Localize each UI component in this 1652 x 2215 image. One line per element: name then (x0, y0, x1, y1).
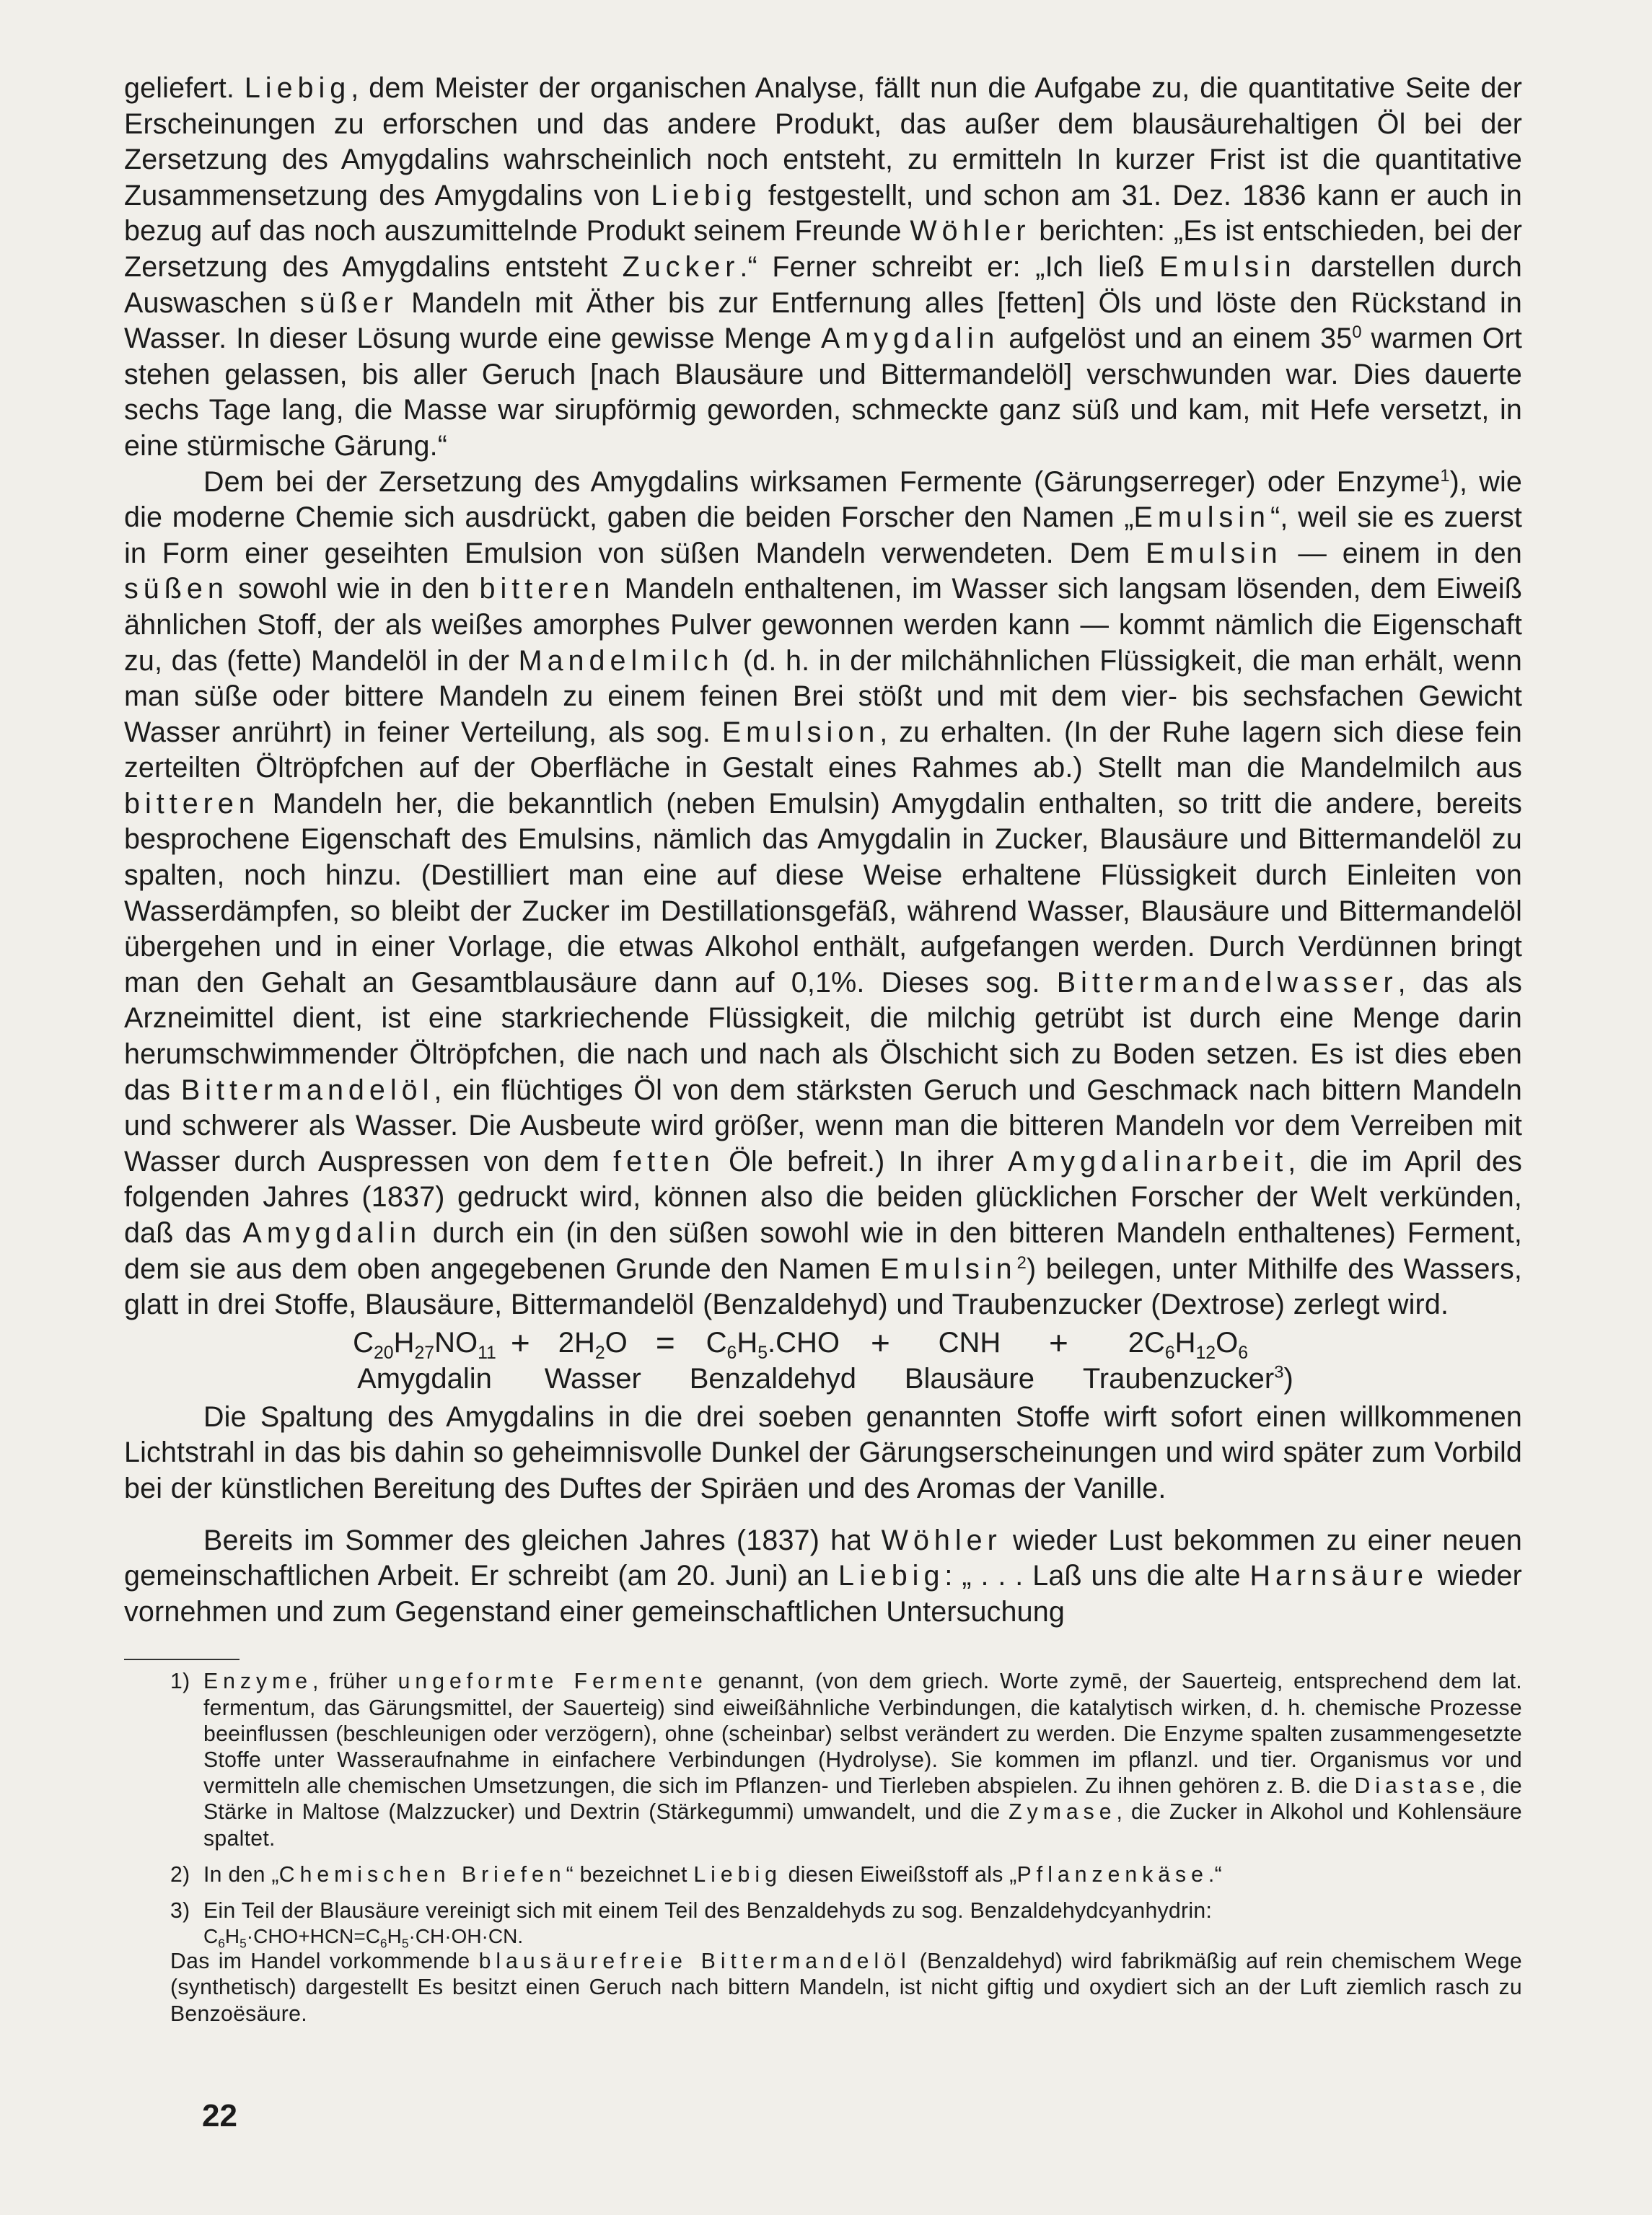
text-run: wieder Lust bekommen zu einer neuen gemeinschaftlichen Arbeit. Er schreibt (am 20. Juni) an (124, 1524, 1522, 1592)
subscript: 12 (1195, 1343, 1216, 1363)
formula-traubenzucker (1083, 1325, 1293, 1361)
formula-wasser (545, 1325, 641, 1361)
footnote-3 (124, 1898, 1522, 1924)
text-run: H (387, 1925, 402, 1948)
text-run: ·CHO+HCN=C (246, 1925, 380, 1948)
subscript: 5 (240, 1936, 247, 1951)
text-run: .“ Ferner schreibt er: „Ich ließ (739, 250, 1160, 283)
emphasized-text: Chemischen Briefen (278, 1862, 566, 1887)
text-run: Dem bei der Zersetzung des Amygdalins wirksamen Fermente (Gärungserreger) oder Enzyme (203, 465, 1441, 498)
footnote-divider (124, 1659, 240, 1660)
formula-amygdalin (353, 1325, 496, 1361)
text-run: C (353, 1326, 374, 1359)
subscript: 6 (726, 1343, 737, 1363)
emphasized-text: blausäurefreie Bittermandelöl (478, 1949, 911, 1974)
text-run: ) (1283, 1362, 1293, 1395)
emphasized-text: Amygdalin (820, 323, 1000, 355)
label-blausaeure: Blausäure (904, 1362, 1034, 1395)
footnote-3-marker: 3) (170, 1898, 190, 1923)
text-run: Mandeln enthaltenen, im Wasser sich langsam lösenden, dem Eiweiß ähnlichen Stoff, der als weißes amorphes Pulver gewonnen werden kann — kommt nämlich die Eigenschaft zu, das (fette) Mandelöl in der (124, 573, 1522, 677)
formula-benzaldehyd (690, 1325, 856, 1361)
text-run: CNH (938, 1326, 1001, 1359)
text-run: .“ (1208, 1862, 1222, 1887)
text-run: H (224, 1925, 240, 1948)
emphasized-text: Bittermandelöl (180, 1074, 434, 1106)
book-page (124, 71, 1522, 2027)
footnote-3-text (203, 1899, 1212, 1923)
text-run: ) beilegen, unter Mithilfe des Wassers, glatt in drei Stoffe, Blausäure, Bittermandelöl (Benzaldehyd) und Traubenzucker (Dextrose) zerlegt wird. (124, 1253, 1522, 1321)
label-traubenzucker (1083, 1361, 1293, 1397)
text-run: “ bezeichnet (566, 1862, 694, 1887)
footnote-3-formula (124, 1924, 1522, 1949)
subscript: 2 (594, 1343, 605, 1363)
text-run: wieder vornehmen und zum Gegenstand einer gemeinschaftlichen Untersuchung (124, 1560, 1522, 1628)
text-run: Traubenzucker (1082, 1362, 1275, 1395)
label-wasser: Wasser (544, 1362, 641, 1395)
text-run: O (605, 1326, 628, 1359)
equals-sign: = (655, 1323, 675, 1361)
emphasized-text: Zymase (1009, 1800, 1117, 1825)
text-run: , das als Arzneimittel dient, ist eine starkriechende Flüssigkeit, die milchig getrübt ist durch eine Menge darin herumschwimmender Öltröpfchen, die nach und nach als Ölschicht sich zu Boden setzen. Es ist dies eben das (124, 966, 1523, 1106)
text-run: .CHO (768, 1326, 840, 1359)
emphasized-text: Emulsion (721, 716, 880, 748)
footnote-1-marker: 1) (170, 1670, 190, 1694)
text-run: aufgelöst und an einem 35 (999, 323, 1353, 355)
emphasized-text: Amygdalin (242, 1217, 421, 1249)
text-run: In den „ (203, 1862, 279, 1887)
plus-sign: + (510, 1323, 530, 1361)
text-run: , früher (312, 1670, 398, 1694)
text-run: , dem Meister der organischen Analyse, fällt nun die Aufgabe zu, die quantitative Seite der Erscheinungen zu erforschen und das andere Produkt, das außer dem blausäurehaltigen Öl bei der Zersetzung des Amygdalins wahrscheinlich noch entsteht, zu ermitteln In kurzer Frist ist die quantitative Zusammensetzung des Amygdalins von (124, 72, 1523, 211)
footnote-2 (124, 1862, 1522, 1888)
text-run: ·CH·OH·CN. (408, 1925, 524, 1948)
emphasized-text: fetten (613, 1145, 715, 1177)
emphasized-text: Emulsin (880, 1253, 1017, 1285)
text-run: genannt, (von dem griech. Worte zymē, der Sauerteig, entsprechend dem lat. fermentum, das Gärungsmittel, der Sauerteig) sind eiweißähnliche Verbindungen, die katalytisch wirken, d. h. chemische Prozesse beeinflussen (beschleunigen oder verzögern), ohne (scheinbar) selbst verändert zu werden. Die Enzyme spalten zusammengesetzte Stoffe unter Wasseraufnahme in einfachere Verbindungen (Hydrolyse). Sie kommen im pflanzl. und tier. Organismus vor und vermitteln alle chemischen Umsetzungen, die sich im Pflanzen- und Tierleben abspielen. Zu ihnen gehören z. B. die (203, 1670, 1522, 1799)
emphasized-text: Harnsäure (1249, 1560, 1428, 1592)
subscript: 20 (374, 1343, 394, 1363)
footnote-2-text (203, 1863, 1222, 1887)
subscript: 27 (414, 1343, 435, 1363)
emphasized-text: Zucker (622, 250, 740, 283)
paragraph-3 (124, 1400, 1522, 1507)
text-run: Mandeln mit Äther bis zur Entfernung alles [fetten] Öls und löste den Rückstand in Wasser. In dieser Lösung wurde eine gewisse Menge (124, 286, 1522, 355)
emphasized-text: Bittermandelwasser (1056, 966, 1398, 999)
emphasized-text: ungeformte Fermente (397, 1670, 708, 1694)
text-run: “, weil sie es zuerst in Form einer geseihten Emulsion von süßen Mandeln verwendeten. Dem (124, 501, 1522, 569)
emphasized-text: Liebig (838, 1560, 945, 1592)
text-run: O (1216, 1326, 1239, 1359)
text-run: Bereits im Sommer des gleichen Jahres (1837) hat (203, 1524, 882, 1556)
footnote-marker: 1 (1440, 466, 1450, 486)
text-run: diesen Eiweißstoff als „ (781, 1862, 1017, 1887)
text-run: 2C (1128, 1326, 1165, 1359)
text-run: berichten: „Es ist entschieden, bei der Zersetzung des Amygdalins entsteht (124, 215, 1523, 283)
plus-sign: + (870, 1323, 890, 1361)
text-run: H (1174, 1326, 1196, 1359)
formula-blausaeure (905, 1325, 1034, 1361)
text-run: Ein Teil der Blausäure vereinigt sich mit einem Teil des Benzaldehyds zu sog. Benzaldehydcyanhydrin: (203, 1898, 1213, 1923)
footnote-marker: 3 (1274, 1362, 1284, 1382)
emphasized-text: Emulsin (1146, 537, 1283, 569)
footnote-2-marker: 2) (170, 1862, 190, 1887)
emphasized-text: bitteren (479, 573, 615, 605)
text-run: Mandeln her, die bekanntlich (neben Emulsin) Amygdalin enthalten, so tritt die andere, bereits besprochene Eigenschaft des Emulsins, nämlich das Amygdalin in Zucker, Blausäure und Bittermandelöl zu spalten, noch hinzu. (Destilliert man eine auf diese Weise erhaltene Flüssigkeit durch Einleiten von Wasserdämpfen, so bleibt der Zucker im Destillationsgefäß, während Wasser, Blausäure und Bittermandelöl übergehen und in einer Vorlage, die etwas Alkohol enthält, aufgefangen werden. Durch Verdünnen bringt man den Gehalt an Gesamtblausäure dann auf 0,1%. Dieses sog. (124, 787, 1522, 999)
emphasized-text: Emulsin (1159, 250, 1296, 283)
text-run: NO (434, 1326, 478, 1359)
label-amygdalin: Amygdalin (357, 1362, 492, 1395)
text-run: , ein flüchtiges Öl von dem stärksten Geruch und Geschmack nach bittern Mandeln und schwerer als Wasser. Die Ausbeute wird größer, wenn man die bitteren Mandeln vor dem Verreiben mit Wasser durch Auspressen von dem (124, 1074, 1522, 1177)
paragraph-1 (124, 71, 1522, 465)
emphasized-text: Enzyme (203, 1670, 313, 1694)
text-run: warmen Ort stehen gelassen, bis aller Geruch [nach Blausäure und Bittermandelöl] verschwunden war. Dies dauerte sechs Tage lang, die Masse war sirupförmig geworden, schmeckte ganz süß und kam, mit Hefe versetzt, in eine stürmische Gärung.“ (124, 323, 1522, 462)
text-run: sowohl wie in den (228, 573, 480, 605)
emphasized-text: Amygdalinarbeit (1008, 1145, 1288, 1177)
text-run: Öle befreit.) In ihrer (714, 1145, 1009, 1177)
amygdalin-equation (124, 1325, 1522, 1397)
text-run: festgestellt, und schon am 31. Dez. 1836 kann er auch in bezug auf das noch auszumittelnde Produkt seinem Freunde (124, 179, 1522, 247)
subscript: 6 (1164, 1343, 1175, 1363)
emphasized-text: Mandelmilch (518, 644, 734, 677)
text-run: H (737, 1326, 758, 1359)
subscript: 5 (401, 1936, 409, 1951)
emphasized-text: Pflanzenkäse (1016, 1862, 1208, 1887)
subscript: 6 (1238, 1343, 1249, 1363)
text-run: durch ein (in den süßen sowohl wie in den bitteren Mandeln enthaltenes) Ferment, dem sie aus dem oben angegebenen Grunde den Namen (124, 1217, 1522, 1285)
footnote-marker: 0 (1352, 323, 1362, 342)
text-run: , die im April des folgenden Jahres (1837) gedruckt wird, können also die beiden glücklichen Forscher der Welt verkünden, daß das (124, 1145, 1522, 1249)
footnote-marker: 2 (1016, 1253, 1027, 1273)
emphasized-text: süßer (299, 286, 398, 319)
subscript: 11 (478, 1343, 496, 1363)
emphasized-text: Liebig (651, 179, 757, 211)
label-benzaldehyd: Benzaldehyd (689, 1362, 856, 1395)
text-run: darstellen durch Auswaschen (124, 250, 1522, 319)
text-run: , zu erhalten. (In der Ruhe lagern sich diese fein zerteilten Öltröpfchen auf der Oberfläche in Gestalt eines Rahmes ab.) Stellt man die Mandelmilch aus (124, 716, 1522, 784)
text-run: : „ . . . Laß uns die alte (944, 1560, 1250, 1592)
footnote-1 (124, 1669, 1522, 1851)
subscript: 6 (379, 1936, 387, 1951)
text-run: geliefert. (124, 72, 245, 104)
subscript: 6 (218, 1936, 225, 1951)
text-run: (d. h. in der milchähnlichen Flüssigkeit, die man erhält, wenn man süße oder bittere Mandeln zu einem feinen Brei stößt und mit dem vier- bis sechsfachen Gewicht Wasser anrührt) in feiner Verteilung, als sog. (124, 644, 1522, 748)
footnote-1-text (203, 1670, 1522, 1850)
text-run: 2H (558, 1326, 595, 1359)
emphasized-text: bitteren (124, 787, 260, 820)
emphasized-text: Diastase (1354, 1774, 1480, 1799)
text-run: , die Stärke in Maltose (Malzzucker) und Dextrin (Stärkegummi) umwandelt, und die (203, 1774, 1523, 1825)
text-run: C (706, 1326, 727, 1359)
text-run: C (203, 1925, 219, 1948)
text-run: , die Zucker in Alkohol und Kohlensäure spaltet. (203, 1800, 1522, 1851)
text-run: Das im Handel vorkommende (170, 1949, 479, 1974)
plus-sign: + (1048, 1323, 1068, 1361)
text-run: H (393, 1326, 415, 1359)
subscript: 5 (757, 1343, 768, 1363)
emphasized-text: Wöhler (910, 215, 1031, 247)
emphasized-text: Emulsin (1133, 501, 1271, 534)
paragraph-4 (124, 1523, 1522, 1631)
footnote-3-continuation (124, 1949, 1522, 2027)
emphasized-text: süßen (124, 573, 229, 605)
text-run: — einem in den (1282, 537, 1522, 569)
text-run: ), wie die moderne Chemie sich ausdrückt, gaben die beiden Forscher den Namen „ (124, 465, 1522, 534)
text-run: Die Spaltung des Amygdalins in die drei soeben genannten Stoffe wirft sofort einen willkommenen Lichtstrahl in das bis dahin so geheimnisvolle Dunkel der Gärungserscheinungen und wird später zum Vorbild bei der künstlichen Bereitung des Duftes der Spiräen und des Aromas der Vanille. (124, 1400, 1522, 1504)
emphasized-text: Wöhler (881, 1524, 1002, 1556)
text-run: (Benzaldehyd) wird fabrikmäßig auf rein chemischem Wege (synthetisch) dargestellt Es besitzt einen Geruch nach bittern Mandeln, ist nicht giftig und oxydiert sich an der Luft ziemlich rasch zu Benzoësäure. (170, 1949, 1522, 2026)
paragraph-2 (124, 465, 1522, 1323)
page-number: 22 (202, 2098, 237, 2133)
emphasized-text: Liebig (693, 1862, 782, 1887)
emphasized-text: Liebig (244, 72, 351, 104)
